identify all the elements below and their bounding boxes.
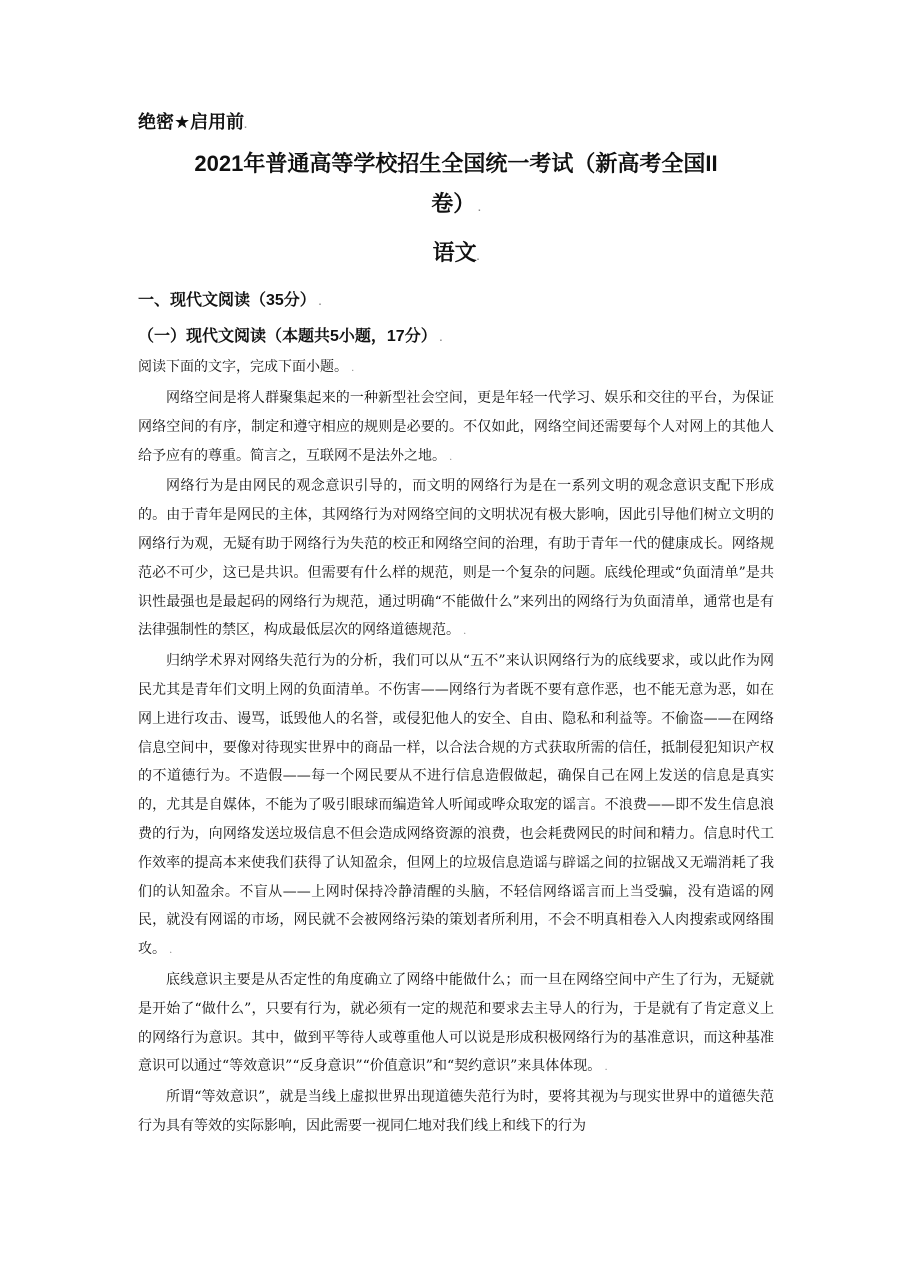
reading-instruction: 阅读下面的文字，完成下面小题。 . <box>138 359 355 375</box>
exam-title-line1: 2021年普通高等学校招生全国统一考试（新高考全国II <box>194 151 718 176</box>
passage-paragraph-5: 所谓“等效意识”，就是当线上虚拟世界出现道德失范行为时，要将其视为与现实世界中的道德失范行为具有等效的实际影响，因此需要一视同仁地对我们线上和线下的行为 <box>138 1089 774 1134</box>
passage-paragraph-1: 网络空间是将人群聚集起来的一种新型社会空间，更是年轻一代学习、娱乐和交往的平台，为保证网络空间的有序，制定和遵守相应的规则是必要的。不仅如此，网络空间还需要每个人对网上的其他人给予应有的尊重。简言之，互联网不是法外之地。 . <box>138 390 774 464</box>
secret-label: 绝密★启用前. <box>138 112 247 132</box>
exam-title <box>138 144 774 229</box>
passage-paragraph-4: 底线意识主要是从否定性的角度确立了网络中能做什么；而一旦在网络空间中产生了行为，无疑就是开始了“做什么”，只要有行为，就必须有一定的规范和要求去主导人的行为，于是就有了肯定意义上的网络行为意识。其中，做到平等待人或尊重他人可以说是形成积极网络行为的基准意识，而这种基准意识可以通过“等效意识”“反身意识”“价值意识”和“契约意识”来具体体现。 . <box>138 971 774 1075</box>
section-heading-part1-sub1: （一）现代文阅读（本题共5小题，17分） . <box>138 328 443 345</box>
passage-paragraph-2: 网络行为是由网民的观念意识引导的，而文明的网络行为是在一系列文明的观念意识支配下形成的。由于青年是网民的主体，其网络行为对网络空间的文明状况有极大影响，因此引导他们树立文明的网络行为观，无疑有助于网络行为失范的校正和网络空间的治理，有助于青年一代的健康成长。网络规范必不可少，这已是共识。但需要有什么样的规范，则是一个复杂的问题。底线伦理或“负面清单”是共识性最强也是最起码的网络行为规范，通过明确“不能做什么”来列出的网络行为负面清单，通常也是有法律强制性的禁区，构成最低层次的网络道德规范。 . <box>138 478 774 639</box>
exam-title-line2: 卷） . <box>431 191 481 216</box>
passage-paragraph-3: 归纳学术界对网络失范行为的分析，我们可以从“五不”来认识网络行为的底线要求，或以此作为网民尤其是青年们文明上网的负面清单。不伤害——网络行为者既不要有意作恶，也不能无意为恶，如在网上进行攻击、谩骂，诋毁他人的名誉，或侵犯他人的安全、自由、隐私和利益等。不偷盗——在网络信息空间中，要像对待现实世界中的商品一样，以合法合规的方式获取所需的信任，抵制侵犯知识产权的不道德行为。不造假——每一个网民要从不进行信息造假做起，确保自己在网上发送的信息是真实的，尤其是自媒体，不能为了吸引眼球而编造耸人听闻或哗众取宠的谣言。不浪费——即不发生信息浪费的行为，向网络发送垃圾信息不但会造成网络资源的浪费，也会耗费网民的时间和精力。信息时代工作效率的提高本来使我们获得了认知盈余，但网上的垃圾信息造谣与辟谣之间的拉锯战又无端消耗了我们的认知盈余。不盲从——上网时保持冷静清醒的头脑，不轻信网络谣言而上当受骗，没有造谣的网民，就没有网谣的市场，网民就不会被网络污染的策划者所利用，不会不明真相卷入人肉搜索或网络围攻。 . <box>138 653 774 958</box>
subject-title: 语文. <box>432 240 480 265</box>
section-heading-part1: 一、现代文阅读（35分） . <box>138 292 322 309</box>
document-page <box>138 108 774 1141</box>
